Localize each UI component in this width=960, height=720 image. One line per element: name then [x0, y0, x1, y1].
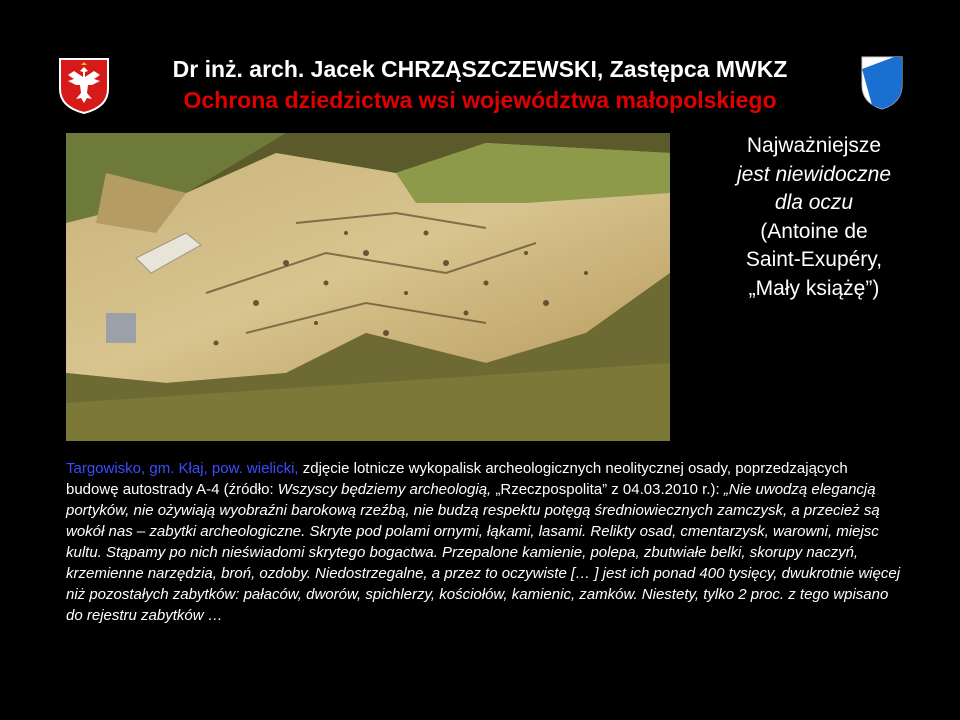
- quote-line: dla oczu: [774, 191, 854, 214]
- quote-line: „Mały książę”): [748, 276, 880, 300]
- caption-source-rest: „Rzeczpospolita” z 04.03.2010 r.):: [495, 481, 724, 498]
- caption-source-title: Wszyscy będziemy archeologią,: [277, 481, 496, 498]
- aerial-excavation-photo: [66, 133, 670, 441]
- caption-description: zdjęcie lotnicze wykopalisk archeologicznych neolitycznej osady, poprzedzających budowę autostrady A-4 (źródło:: [66, 460, 848, 498]
- caption-quote-part-a: „Nie uwodzą elegancją portyków, nie ożywiają wyobraźni barokową rzeźbą, nie budzą respektu potęgą średniowiecznych zamczysk, a przecież są wokół nas – zabytki archeologiczne. Skryte pod polami ornymi, łąkami, lasami. Relikty osad, cmentarzysk, warowni, miejsc kultu. Stąpamy po nich nieświadomi skrytego bogactwa. Przepalone kamienie, polepa, zbutwiałe belki, skorupy naczyń, krzemienne narzędzia, broń, ozdoby.: [66, 481, 880, 582]
- quote-line: Saint-Exupéry,: [745, 248, 883, 271]
- author-title: Dr inż. arch. Jacek CHRZĄSZCZEWSKI, Zastępca MWKZ: [172, 56, 788, 82]
- quote-line: (Antoine de: [760, 219, 868, 243]
- blue-shield-emblem: [860, 55, 904, 111]
- caption-place: Targowisko, gm. Kłaj, pow. wielicki,: [66, 460, 299, 477]
- saint-exupery-quote: [690, 132, 938, 303]
- caption-quote-part-b: Niedostrzegalne, a przez to oczywiste [… ] jest ich ponad 400 tysięcy, dwukrotnie więcej niż pozostałych zabytków: pałaców, dworów, spichlerzy, kościołów, kamienic, zamków. Niestety, tylko 2 proc. z tego wpisano do rejestru zabytków …: [66, 565, 901, 624]
- quote-line: Najważniejsze: [746, 134, 882, 157]
- photo-caption: [66, 458, 902, 626]
- presentation-subtitle: Ochrona dziedzictwa wsi województwa małopolskiego: [183, 87, 777, 113]
- quote-line: jest niewidoczne: [736, 162, 892, 186]
